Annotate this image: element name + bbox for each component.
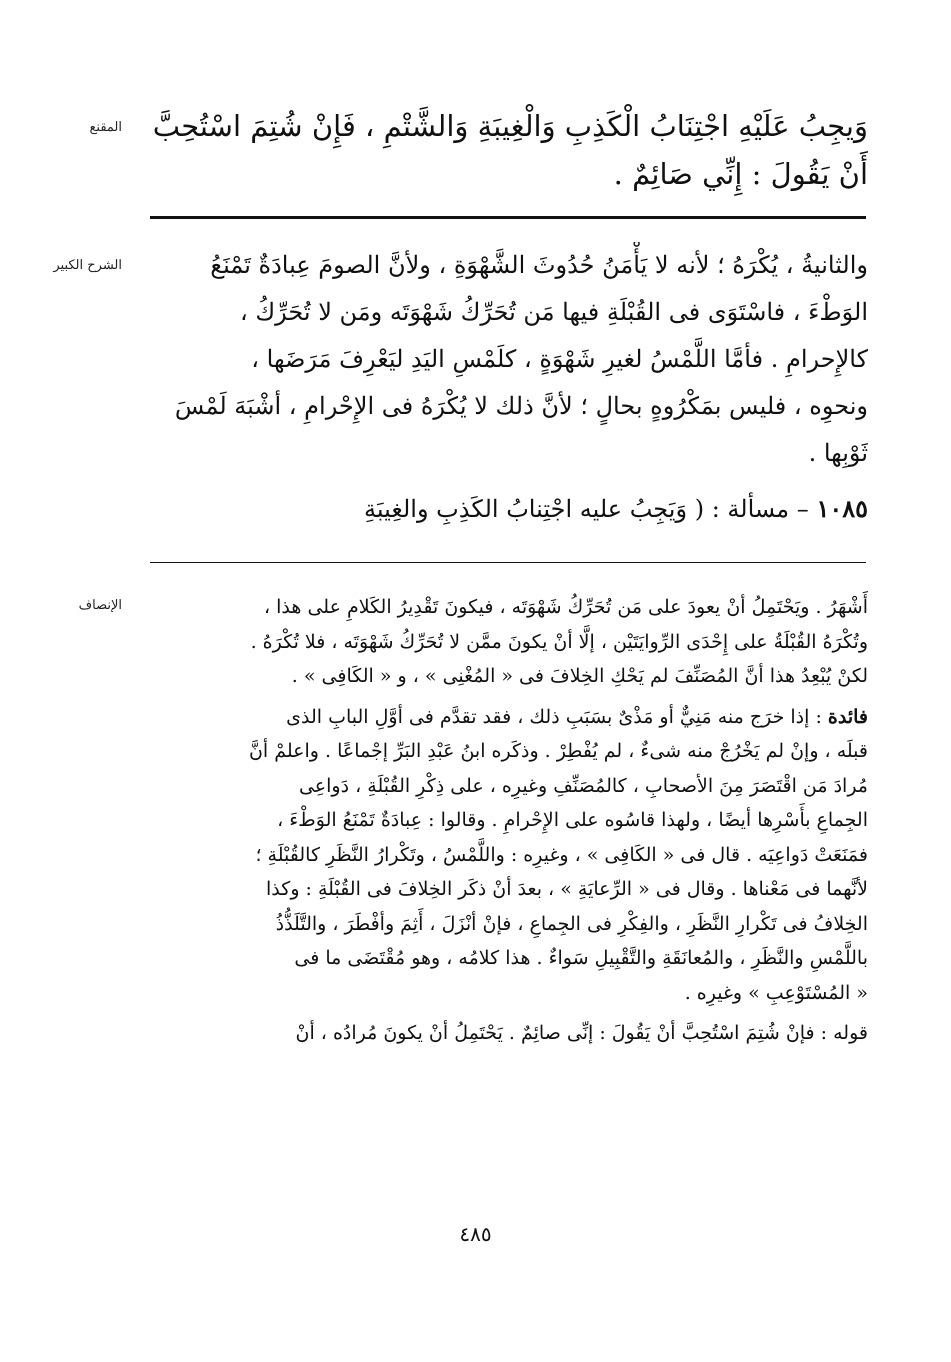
insaf-line: وتُكْرَهُ القُبْلَةُ على إِحْدَى الرِّوايَتَيْن ، إلَّا أنْ يكونَ ممَّن لا تُحَرِّكُ شَهْوَتَه ، فلا تُكْرَهُ . <box>250 630 868 653</box>
masala-number: ١٠٨٥ <box>816 494 868 523</box>
insaf-line: الخِلافُ فى تَكْرارِ النَّظَرِ ، والفِكْرِ فى الجِماعِ ، فإنْ أنْزَلَ ، أَثِمَ وأفْطَرَ ، والتَّلَذُّذُ <box>275 912 868 935</box>
masala-text: – مسألة : ( وَيَجِبُ عليه اجْتِنابُ الكَذِبِ والغِيبَةِ <box>364 495 809 523</box>
muqni-line: أَنْ يَقُولَ : إِنِّي صَائِمٌ . <box>613 157 868 191</box>
insaf-text <box>140 590 868 1051</box>
muqni-text <box>140 102 868 198</box>
insaf-line: باللَّمْسِ والنَّظَرِ ، والمُعانَقَةِ والتَّقْبِيلِ سَواءٌ . هذا كلامُه ، وهو مُقْتَضَى ما فى <box>294 947 868 969</box>
faida-label: فائدة <box>827 705 868 728</box>
page-number: ٤٨٥ <box>459 1222 492 1246</box>
sharh-line: كالإِحرامِ . فأمَّا اللَّمْسُ لغيرِ شَهْوَةٍ ، كلَمْسِ اليَدِ ليَعْرِفَ مَرَضَها ، <box>251 345 868 373</box>
insaf-line: لكنْ يُبْعِدُ هذا أنَّ المُصَنِّفَ لم يَحْكِ الخِلافَ فى « المُغْنِى » ، و « الكَافِى » . <box>291 665 868 687</box>
insaf-line: مُرادَ مَن اقْتَصَرَ مِنَ الأصحابِ ، كالمُصَنِّفِ وغيرِه ، على ذِكْرِ القُبْلَةِ ، دَواعِى <box>298 774 868 797</box>
sharh-line: ونحوِه ، فليس بمَكْرُوهٍ بحالٍ ؛ لأنَّ ذلك لا يُكْرَهُ فى الإِحْرامِ ، أشْبَهَ لَمْسَ <box>174 392 868 420</box>
insaf-line: أَشْهَرُ . ويَحْتَمِلُ أنْ يعودَ على مَن تُحَرِّكُ شَهْوَتَه ، فيكونَ تَقْدِيرُ الكَلامِ على هذا ، <box>263 596 868 618</box>
insaf-line: لأنَّهما فى مَعْناها . وقال فى « الرِّعايَةِ » ، بعدَ أنْ ذكَر الخِلافَ فى القُبْلَةِ : وكذا <box>266 878 868 900</box>
qawluhu-line: قوله : فإنْ شُتِمَ اسْتُحِبَّ أنْ يَقُولَ : إنِّى صائِمٌ . يَحْتَمِلُ أنْ يكونَ مُرادُه ، أنْ <box>295 1022 868 1044</box>
sharh-line: والثانيةُ ، يُكْرَهُ ؛ لأنه لا يَأْمَنُ حُدُوثَ الشَّهْوَةِ ، ولأنَّ الصومَ عِبادَةٌ تَمْنَعُ <box>210 251 868 279</box>
sharh-line: ثَوْبِها . <box>808 439 868 467</box>
sharh-line: الوَطْءَ ، فاسْتَوَى فى القُبْلَةِ فيها مَن تُحَرِّكُ شَهْوَتَه ومَن لا تُحَرِّكُ ، <box>240 298 868 326</box>
section-divider <box>150 216 866 219</box>
faida-line <box>140 700 868 735</box>
masala-heading <box>140 485 868 532</box>
insaf-line: « المُسْتَوْعِبِ » وغيرِه . <box>684 981 868 1004</box>
section-label-insaf: الإنصاف <box>78 598 122 613</box>
section-label-muqni: المقنع <box>89 120 122 135</box>
insaf-line: الجِماعِ بأَسْرِها أيضًا ، ولهذا قاسُوه على الإِحْرامِ . وقالوا : عِبادَةٌ تَمْنَعُ الوَطْءَ ، <box>277 809 868 831</box>
insaf-line: قبلَه ، وإنْ لم يَخْرُجْ منه شىءٌ ، لم يُفْطِرْ . وذكَره ابنُ عَبْدِ البَرِّ إجْماعًا . واعلمْ أنَّ <box>248 740 868 762</box>
faida-text: : إذا خرَج منه مَنِيٌّ أو مَذْىٌ بسَبَبِ ذلك ، فقد تقدَّم فى أوَّلِ البابِ الذى <box>286 705 822 728</box>
insaf-line: فمَنَعَتْ دَواعِيَه . قال فى « الكَافِى » ، وغيرِه : واللَّمْسُ ، وتَكْرارُ النَّظَرِ كالقُبْلَةِ ؛ <box>255 843 868 866</box>
muqni-line: وَيجِبُ عَلَيْهِ اجْتِنَابُ الْكَذِبِ وَالْغِيبَةِ وَالشَّتْمِ ، فَإِنْ شُتِمَ اسْتُحِبَّ <box>152 109 868 143</box>
sharh-text <box>140 242 868 532</box>
section-label-sharh: الشرح الكبير <box>53 258 122 273</box>
section-divider <box>150 562 866 563</box>
